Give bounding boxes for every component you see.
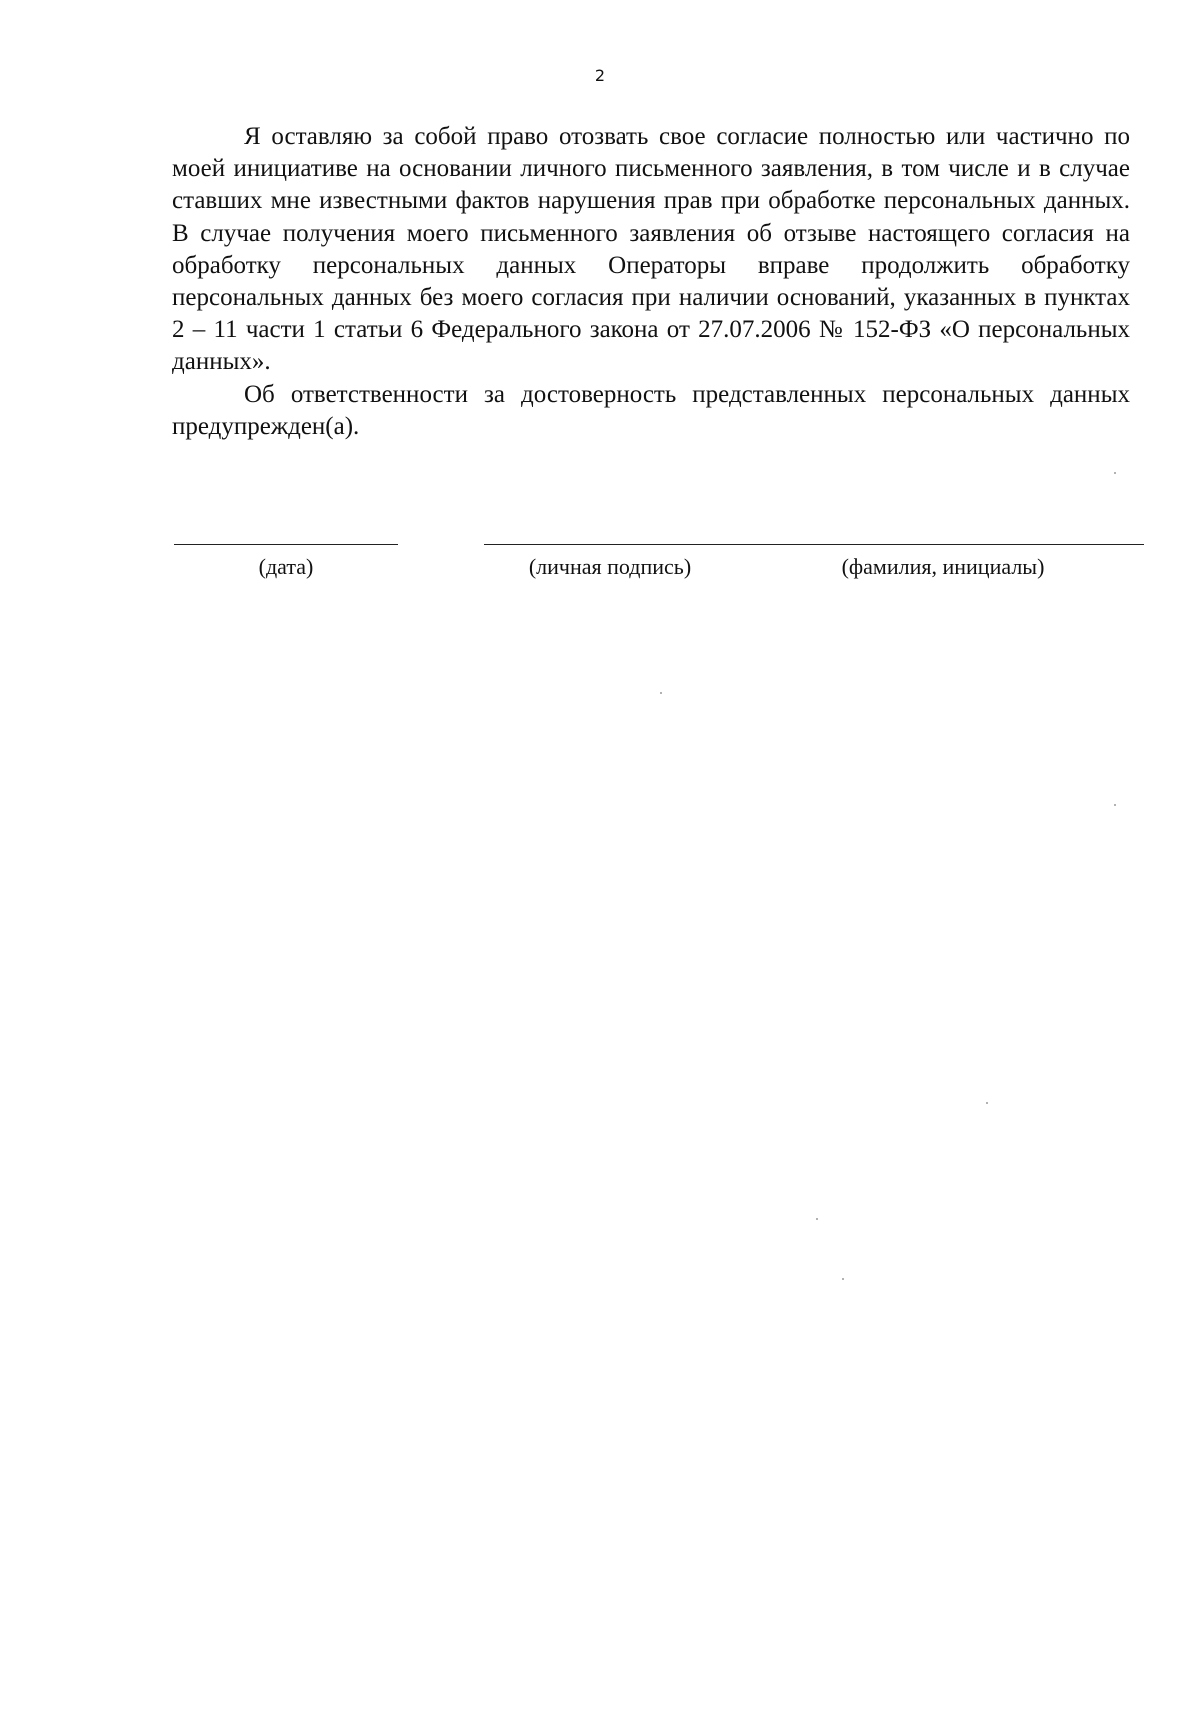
page-number: 2 [594,66,606,85]
paragraph-responsibility: Об ответственности за достоверность представленных персональных данных предупрежден(а). [172,380,1130,440]
signature-line [484,544,1144,545]
consent-text [172,121,1130,443]
scan-speck [816,1218,818,1220]
scan-speck [986,1102,988,1104]
scan-speck [1114,804,1116,806]
scan-speck [660,692,662,694]
scan-speck [842,1278,844,1280]
paragraph-revocation: Я оставляю за собой право отозвать свое согласие полностью или частично по моей инициативе на основании личного письменного заявления, в том числе и в случае ставших мне известными фактов нарушения прав при обработке персональных данных. В случае получения моего письменного заявления об отзыве настоящего согласия на обработку персональных данных Операторы вправе продолжить обработку персональных данных без моего согласия при наличии оснований, указанных в пунктах 2 – 11 части 1 статьи 6 Федерального закона от 27.07.2006 № 152-ФЗ «О персональных данных». [172,123,1130,376]
date-caption: (дата) [258,554,314,579]
name-caption: (фамилия, инициалы) [841,554,1045,579]
scan-speck [1114,472,1116,474]
date-line [174,544,398,545]
signature-caption: (личная подпись) [528,554,692,579]
